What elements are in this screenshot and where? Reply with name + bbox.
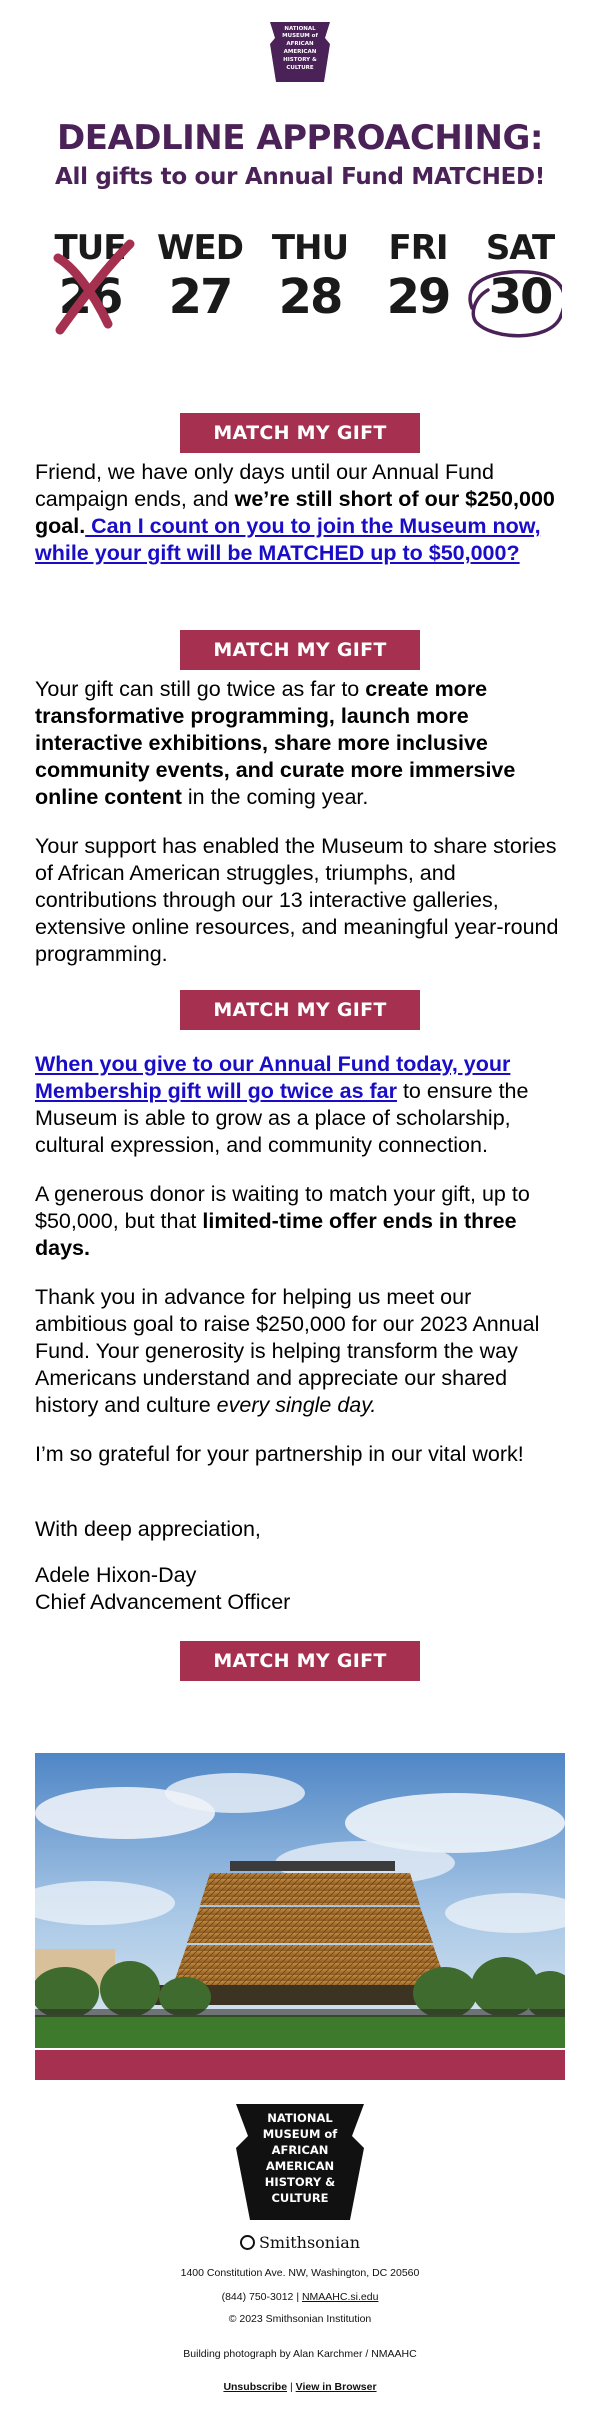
match-offer-paragraph xyxy=(35,1181,565,1262)
day-name: WED xyxy=(157,228,243,268)
day-date: 30 xyxy=(488,269,552,325)
thank-you-paragraph xyxy=(35,1284,565,1419)
day-name: TUE xyxy=(54,228,126,268)
view-in-browser-link[interactable]: View in Browser xyxy=(295,2381,377,2393)
countdown-days xyxy=(52,228,562,340)
day-fri xyxy=(368,228,468,326)
day-name: THU xyxy=(271,228,349,268)
day-thu xyxy=(260,228,360,326)
accent-band xyxy=(35,2050,565,2080)
impact-text: Your gift can still go twice as far to xyxy=(35,677,366,701)
offer-ends-text: limited-time offer ends in three days. xyxy=(35,1209,517,1260)
logo-line-3: AFRICAN xyxy=(286,41,314,47)
footer-logo-line-5: HISTORY & xyxy=(264,2175,336,2189)
day-date: 28 xyxy=(278,269,342,325)
footer-separator: | xyxy=(289,2381,293,2393)
thank-you-text: Thank you in advance for helping us meet our ambitious goal to raise $250,000 for our 2023 Annual Fund. Your generosity is helping transform the way Americans understand and appreciate our shared history and culture xyxy=(35,1285,540,1417)
footer-separator: | xyxy=(296,2291,300,2303)
footer-address: 1400 Constitution Ave. NW, Washington, DC 20560 xyxy=(180,2267,420,2279)
logo-line-2: MUSEUM of xyxy=(282,33,318,39)
day-date: 26 xyxy=(58,269,122,325)
day-name: SAT xyxy=(485,228,555,268)
impact-paragraph xyxy=(35,676,565,811)
match-my-gift-button[interactable]: MATCH MY GIFT xyxy=(180,630,420,670)
subheadline: All gifts to our Annual Fund MATCHED! xyxy=(55,164,545,190)
day-tue xyxy=(40,228,140,326)
day-sat xyxy=(470,228,570,326)
day-wed xyxy=(150,228,250,326)
day-name: FRI xyxy=(388,228,448,268)
intro-paragraph xyxy=(35,459,565,567)
footer-logo-line-3: AFRICAN xyxy=(271,2143,329,2157)
footer-logo-line-1: NATIONAL xyxy=(267,2111,333,2125)
impact-tail-text: in the coming year. xyxy=(181,785,369,809)
footer-links xyxy=(0,2381,600,2393)
impact-bold-text: create more transformative programming, launch more interactive exhibitions, share more inclusive community events, and curate more immersive online content xyxy=(35,677,516,809)
smithsonian-sunburst-icon xyxy=(240,2235,255,2250)
annual-fund-text: to ensure the Museum is able to grow as a place of scholarship, cultural expression, and community connection. xyxy=(35,1079,529,1157)
match-offer-text: A generous donor is waiting to match your gift, up to $50,000, but that xyxy=(35,1182,530,1233)
day-date: 27 xyxy=(168,269,232,325)
museum-building-illustration xyxy=(35,1753,565,2048)
match-my-gift-button[interactable]: MATCH MY GIFT xyxy=(180,413,420,453)
headline: DEADLINE APPROACHING: xyxy=(57,118,543,158)
footer-logo-line-4: AMERICAN xyxy=(265,2159,335,2173)
museum-logo-mark xyxy=(268,22,332,82)
goal-shortfall-text: we’re still short of our $250,000 goal. xyxy=(35,487,555,538)
footer-logo-line-2: MUSEUM of xyxy=(262,2127,338,2141)
day-date: 29 xyxy=(386,269,450,325)
grateful-paragraph: I’m so grateful for your partnership in our vital work! xyxy=(35,1442,524,1466)
footer-logo-line-6: CULTURE xyxy=(271,2191,329,2205)
intro-text: Friend, we have only days until our Annual Fund campaign ends, and xyxy=(35,460,494,511)
support-paragraph: Your support has enabled the Museum to share stories of African American struggles, triumphs, and contributions through our 13 interactive galleries, extensive online resources, and meaningful year-round programming. xyxy=(35,834,559,966)
footer-museum-logo[interactable] xyxy=(232,2104,368,2220)
footer-logo-mark xyxy=(232,2104,368,2220)
footer-photo-credit: Building photograph by Alan Karchmer / NMAAHC xyxy=(183,2348,417,2360)
every-day-text: every single day. xyxy=(216,1393,377,1417)
join-museum-link[interactable]: Can I count on you to join the Museum now, while your gift will be MATCHED up to $50,000? xyxy=(35,514,541,565)
smithsonian-logo[interactable] xyxy=(0,2233,600,2252)
museum-building-photo xyxy=(35,1753,565,2048)
signer-title: Chief Advancement Officer xyxy=(35,1590,291,1614)
logo-line-4: AMERICAN xyxy=(283,49,317,55)
signer-name: Adele Hixon-Day xyxy=(35,1563,197,1587)
logo-line-1: NATIONAL xyxy=(284,26,316,32)
museum-logo[interactable] xyxy=(268,22,332,82)
footer-website-link[interactable]: NMAAHC.si.edu xyxy=(301,2291,379,2303)
closing-line: With deep appreciation, xyxy=(35,1517,261,1541)
logo-line-5: HISTORY & xyxy=(283,57,317,63)
annual-fund-paragraph xyxy=(35,1051,565,1159)
footer-copyright: © 2023 Smithsonian Institution xyxy=(228,2313,372,2325)
footer-contact xyxy=(0,2291,600,2303)
logo-line-6: CULTURE xyxy=(286,65,314,71)
smithsonian-wordmark: Smithsonian xyxy=(258,2233,361,2252)
match-my-gift-button[interactable]: MATCH MY GIFT xyxy=(180,1641,420,1681)
match-my-gift-button[interactable]: MATCH MY GIFT xyxy=(180,990,420,1030)
footer-phone: (844) 750-3012 xyxy=(221,2291,294,2303)
unsubscribe-link[interactable]: Unsubscribe xyxy=(223,2381,288,2393)
annual-fund-link[interactable]: When you give to our Annual Fund today, your Membership gift will go twice as far xyxy=(35,1052,511,1103)
